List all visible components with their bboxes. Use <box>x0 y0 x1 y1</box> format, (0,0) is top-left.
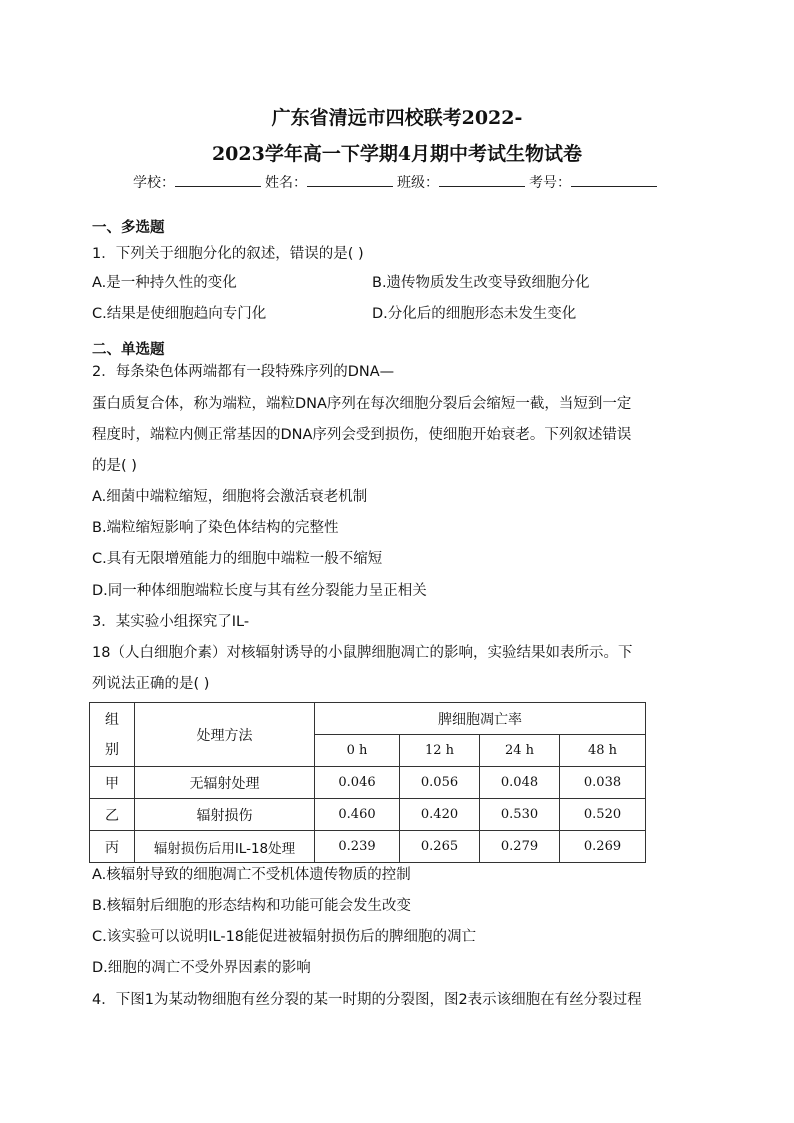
question-2-line: 程度时，端粒内侧正常基因的DNA序列会受到损伤，使细胞开始衰老。下列叙述错误 <box>92 427 632 443</box>
class-label: 班级： <box>397 175 439 191</box>
value-cell: 0.520 <box>560 799 646 831</box>
question-1-stem: 1．下列关于细胞分化的叙述，错误的是( ) <box>92 246 364 262</box>
question-3-line: 列说法正确的是( ) <box>92 676 210 692</box>
exam-number-blank[interactable] <box>571 172 657 187</box>
time-header: 48 h <box>560 735 646 767</box>
value-cell: 0.460 <box>315 799 400 831</box>
name-label: 姓名： <box>265 175 307 191</box>
value-cell: 0.279 <box>480 831 560 863</box>
question-2-line: 的是( ) <box>92 458 137 474</box>
value-cell: 0.420 <box>400 799 480 831</box>
question-3-line: 18（人白细胞介素）对核辐射诱导的小鼠脾细胞凋亡的影响，实验结果如表所示。下 <box>92 645 633 661</box>
table-row <box>90 767 646 799</box>
question-1-option-a: A.是一种持久性的变化 <box>92 275 237 291</box>
value-cell: 0.048 <box>480 767 560 799</box>
question-3-option-d: D.细胞的凋亡不受外界因素的影响 <box>92 960 311 976</box>
section-heading-single-choice: 二、单选题 <box>92 342 165 358</box>
class-blank[interactable] <box>439 172 525 187</box>
value-cell: 0.239 <box>315 831 400 863</box>
section-heading-multiple-choice: 一、多选题 <box>92 220 165 236</box>
title-line-1: 广东省清远市四校联考2022- <box>271 107 523 129</box>
table-row <box>90 799 646 831</box>
question-2-option-c: C.具有无限增殖能力的细胞中端粒一般不缩短 <box>92 551 383 567</box>
value-cell: 0.056 <box>400 767 480 799</box>
student-info-row <box>0 172 794 192</box>
question-3-line: 3．某实验小组探究了IL- <box>92 614 250 630</box>
group-header-line-2: 别 <box>105 741 119 758</box>
question-2-option-b: B.端粒缩短影响了染色体结构的完整性 <box>92 520 339 536</box>
value-cell: 0.046 <box>315 767 400 799</box>
method-cell: 辐射损伤 <box>135 799 315 831</box>
question-1-option-c: C.结果是使细胞趋向专门化 <box>92 306 267 322</box>
group-cell: 丙 <box>90 831 135 863</box>
question-2-line: 2．每条染色体两端都有一段特殊序列的DNA— <box>92 364 395 380</box>
time-header: 12 h <box>400 735 480 767</box>
value-cell: 0.269 <box>560 831 646 863</box>
question-1-option-b: B.遗传物质发生改变导致细胞分化 <box>372 275 590 291</box>
school-blank[interactable] <box>175 172 261 187</box>
value-cell: 0.265 <box>400 831 480 863</box>
table-header-row <box>90 703 646 735</box>
method-cell: 无辐射处理 <box>135 767 315 799</box>
group-cell: 乙 <box>90 799 135 831</box>
group-cell: 甲 <box>90 767 135 799</box>
question-2-line: 蛋白质复合体，称为端粒，端粒DNA序列在每次细胞分裂后会缩短一截，当短到一定 <box>92 396 632 412</box>
method-header: 处理方法 <box>135 703 315 767</box>
time-header: 0 h <box>315 735 400 767</box>
table-row <box>90 831 646 863</box>
question-3-option-b: B.核辐射后细胞的形态结构和功能可能会发生改变 <box>92 898 412 914</box>
rate-header: 脾细胞凋亡率 <box>315 703 646 735</box>
school-label: 学校： <box>133 175 175 191</box>
value-cell: 0.038 <box>560 767 646 799</box>
question-3-option-c: C.该实验可以说明IL-18能促进被辐射损伤后的脾细胞的凋亡 <box>92 929 477 945</box>
name-blank[interactable] <box>307 172 393 187</box>
value-cell: 0.530 <box>480 799 560 831</box>
time-header: 24 h <box>480 735 560 767</box>
question-1-option-d: D.分化后的细胞形态未发生变化 <box>372 306 577 322</box>
apoptosis-rate-table <box>89 702 646 863</box>
question-2-option-a: A.细菌中端粒缩短，细胞将会激活衰老机制 <box>92 489 368 505</box>
question-4-line: 4．下图1为某动物细胞有丝分裂的某一时期的分裂图，图2表示该细胞在有丝分裂过程 <box>92 992 642 1008</box>
method-cell: 辐射损伤后用IL-18处理 <box>135 831 315 863</box>
group-header <box>90 703 135 767</box>
group-header-line-1: 组 <box>105 711 119 728</box>
question-3-option-a: A.核辐射导致的细胞凋亡不受机体遗传物质的控制 <box>92 867 411 883</box>
exam-number-label: 考号： <box>529 175 571 191</box>
title-line-2: 2023学年高一下学期4月期中考试生物试卷 <box>211 143 583 165</box>
question-2-option-d: D.同一种体细胞端粒长度与其有丝分裂能力呈正相关 <box>92 583 427 599</box>
